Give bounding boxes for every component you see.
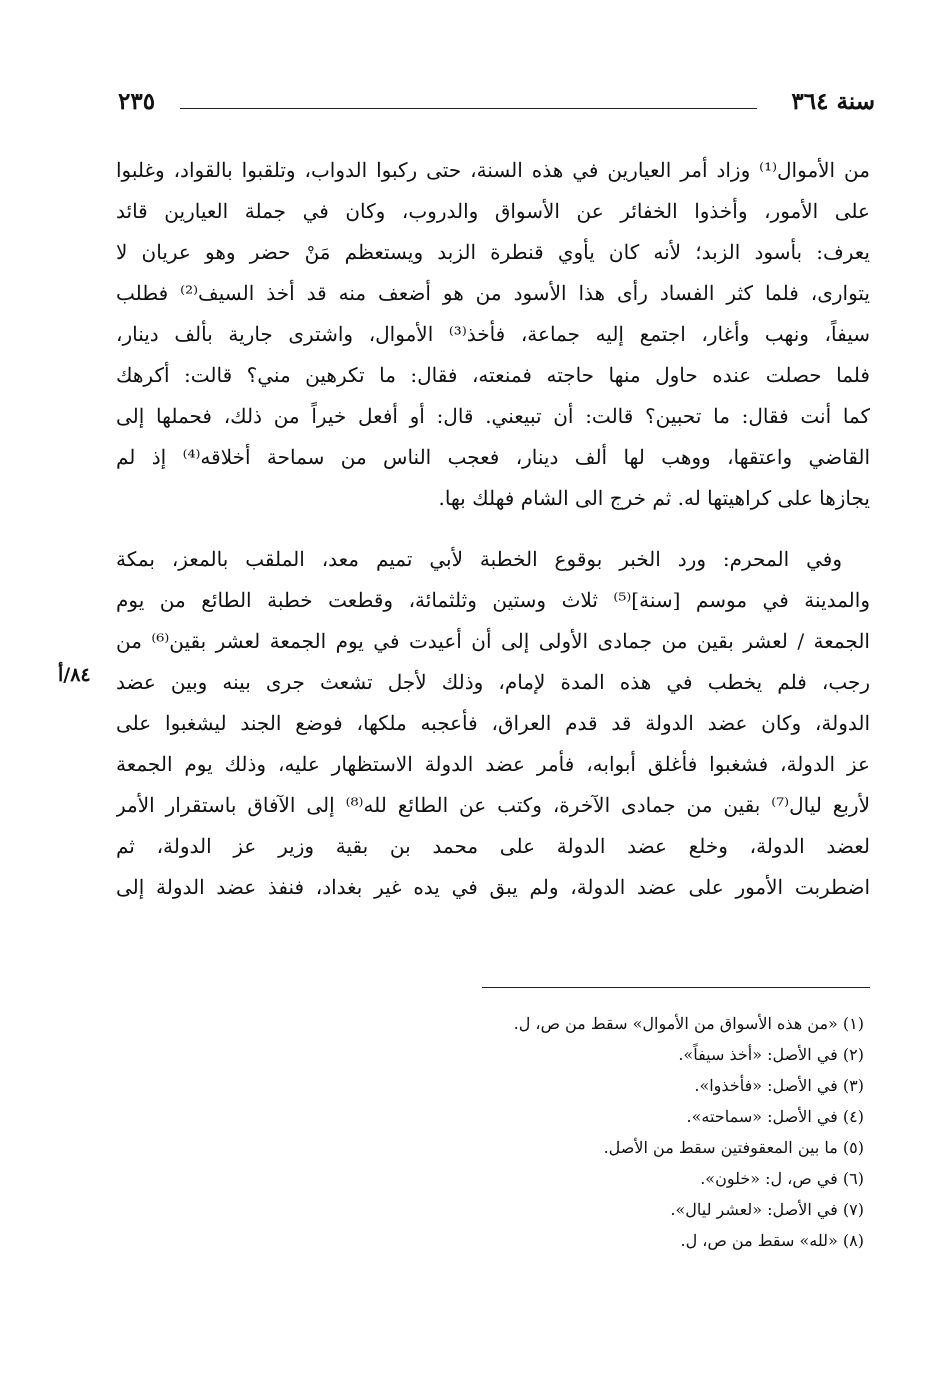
text-line: اضطربت الأمور على عضد الدولة، ولم يبق في يده غير بغداد، فنفذ عضد الدولة إلى bbox=[116, 875, 870, 899]
text-line: القاضي واعتقها، ووهب لها ألف دينار، فعجب الناس من سماحة أخلاقه⁽⁴⁾ إذ لم bbox=[116, 445, 870, 469]
paragraph-spacer bbox=[116, 519, 870, 539]
header-year-title: سنة ٣٦٤ bbox=[791, 88, 875, 115]
main-text bbox=[116, 150, 870, 908]
footnote-item: (١) «من هذه الأسواق من الأموال» سقط من ص، ل. bbox=[513, 1014, 864, 1033]
footnote-item: (٨) «لله» سقط من ص، ل. bbox=[680, 1231, 864, 1250]
footnote-rule bbox=[482, 987, 870, 988]
page-number: ٢٣٥ bbox=[118, 88, 156, 115]
running-header bbox=[118, 88, 875, 128]
text-line: لعضد الدولة، وخلع عضد الدولة على محمد بن بقية وزير عز الدولة، ثم bbox=[116, 834, 870, 858]
footnote-item: (٤) في الأصل: «سماحته». bbox=[686, 1107, 864, 1126]
text-line: كما أنت فقال: ما تحبين؟ قالت: أن تبيعني. قال: أو أفعل خيراً من ذلك، فحملها إلى bbox=[116, 404, 870, 428]
footnote-item: (٢) في الأصل: «أخذ سيفاً». bbox=[678, 1045, 864, 1064]
footnote-item: (٥) ما بين المعقوفتين سقط من الأصل. bbox=[603, 1138, 864, 1157]
text-line: وفي المحرم: ورد الخبر بوقوع الخطبة لأبي تميم معد، الملقب بالمعز، بمكة bbox=[116, 547, 842, 571]
footnote-item: (٦) في ص، ل: «خلون». bbox=[700, 1169, 864, 1188]
text-line: رجب، فلم يخطب في هذه المدة لإمام، وذلك لأجل تشعث جرى بينه وبين عضد bbox=[116, 670, 870, 694]
text-line: يعرف: بأسود الزبد؛ لأنه كان يأوي قنطرة الزبد ويستعظم مَنْ حضر وهو عريان لا bbox=[116, 240, 870, 264]
text-line: يتوارى، فلما كثر الفساد رأى هذا الأسود من هو أضعف منه قد أخذ السيف⁽²⁾ فطلب bbox=[116, 281, 870, 305]
text-line: الدولة، وكان عضد الدولة قد قدم العراق، فأعجبه ملكها، فوضع الجند ليشغبوا على bbox=[116, 711, 870, 735]
text-line: يجازها على كراهيتها له. ثم خرج الى الشام فهلك بها. bbox=[438, 486, 870, 510]
manuscript-folio-note: ٨٤/أ bbox=[58, 664, 91, 686]
paragraph-2 bbox=[116, 539, 870, 908]
text-line: فلما حصلت عنده حاول منها حاجته فمنعته، فقال: ما تكرهين مني؟ قالت: أكرهك bbox=[116, 363, 870, 387]
text-line: لأربع ليال⁽⁷⁾ بقين من جمادى الآخرة، وكتب عن الطائع لله⁽⁸⁾ إلى الآفاق باستقرار الأمر bbox=[116, 793, 870, 817]
footnotes bbox=[164, 1008, 864, 1256]
text-line: عز الدولة، فشغبوا فأغلق أبوابه، فأمر عضد الدولة الاستظهار عليه، وذلك يوم الجمعة bbox=[116, 752, 870, 776]
text-line: سيفاً، ونهب وأغار، اجتمع إليه جماعة، فأخذ⁽³⁾ الأموال، واشترى جارية بألف دينار، bbox=[116, 322, 870, 346]
text-line: الجمعة / لعشر بقين من جمادى الأولى إلى أن أعيدت في يوم الجمعة لعشر بقين⁽⁶⁾ من bbox=[116, 629, 870, 653]
text-line: والمدينة في موسم [سنة]⁽⁵⁾ ثلاث وستين وثلثمائة، وقطعت خطبة الطائع من يوم bbox=[116, 588, 870, 612]
paragraph-1 bbox=[116, 150, 870, 519]
header-rule bbox=[180, 108, 757, 109]
text-line: من الأموال⁽¹⁾ وزاد أمر العيارين في هذه السنة، حتى ركبوا الدواب، وتلقبوا بالقواد، وغلبوا bbox=[116, 158, 870, 182]
text-line: على الأمور، وأخذوا الخفائر عن الأسواق والدروب، وكان في جملة العيارين قائد bbox=[116, 199, 870, 223]
footnote-item: (٧) في الأصل: «لعشر ليال». bbox=[670, 1200, 864, 1219]
footnote-item: (٣) في الأصل: «فأخذوا». bbox=[694, 1076, 864, 1095]
